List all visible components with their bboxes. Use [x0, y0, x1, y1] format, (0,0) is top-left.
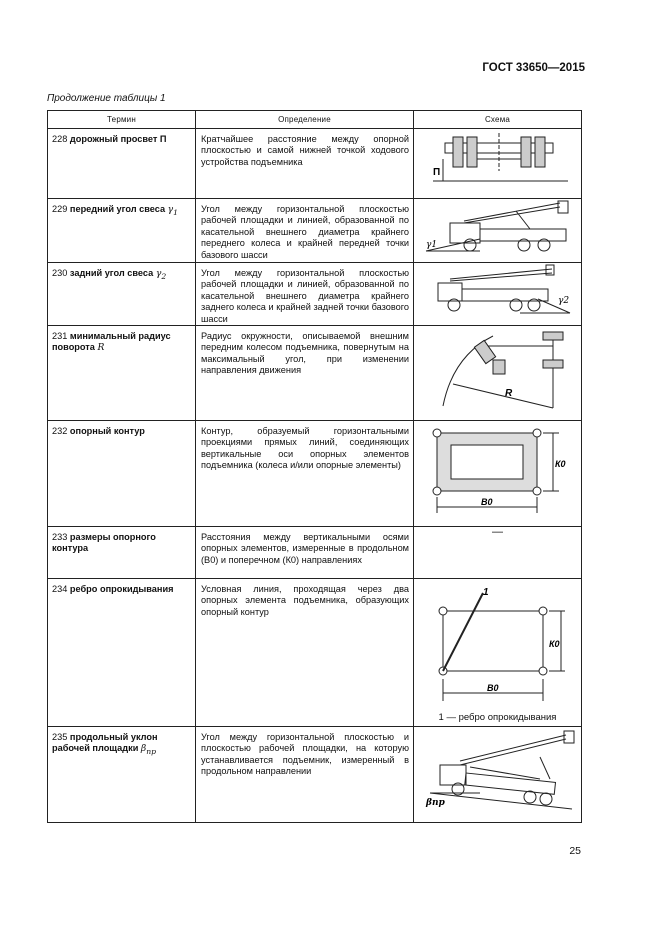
scheme-label: П	[432, 167, 440, 178]
term-cell: 228 дорожный просвет П	[48, 129, 196, 199]
table-row	[48, 579, 582, 727]
scheme-label: βпр	[425, 798, 445, 809]
term-cell: 231 минимальный радиус поворота R	[48, 326, 196, 421]
scheme-label: γ1	[425, 240, 437, 250]
term-cell: 230 задний угол свеса $\gamma_2$	[48, 263, 196, 326]
term-cell: 234 ребро опрокидывания	[48, 579, 196, 727]
page-number: 25	[569, 845, 581, 857]
scheme-caption: 1 — ребро опрокидывания	[438, 711, 557, 723]
definition-cell: Радиус окружности, описываемой внешним передним колесом подъемника, повернутым на максимальный угол, при изменении направления движения	[196, 326, 414, 421]
header-scheme: Схема	[414, 111, 582, 129]
scheme-cell	[414, 199, 582, 263]
definition-cell: Контур, образуемый горизонтальными проекциями прямых линий, соединяющих вертикальные оси опорных элементов подъемника (колеса и/или опорные элементы)	[196, 421, 414, 527]
scheme-label-k0: К0	[548, 639, 560, 650]
definition-cell: Расстояния между вертикальными осями опорных элементов, измеренные в продольном (В0) и поперечном (К0) направлениях	[196, 527, 414, 579]
scheme-label-b0: В0	[486, 683, 499, 694]
table-row	[48, 527, 582, 579]
definition-cell: Кратчайшее расстояние между опорной плоскостью и самой нижней точкой ходового устройства подъемника	[196, 129, 414, 199]
table-header-row	[48, 111, 582, 129]
table-row	[48, 421, 582, 527]
table-row	[48, 727, 582, 823]
rear-overhang-scheme	[420, 263, 576, 319]
definition-cell: Угол между горизонтальной плоскостью рабочей площадки и линией, образованной по касательной внешнего диаметра крайнего заднего колеса и крайней задней точки базового шасси	[196, 263, 414, 326]
table-row	[48, 199, 582, 263]
term-cell: 235 продольный уклон рабочей площадки $\beta_{пр}$	[48, 727, 196, 823]
table-row	[48, 326, 582, 421]
scheme-label-1: 1	[482, 587, 489, 599]
ground-clearance-scheme	[423, 129, 573, 193]
header-term: Термин	[48, 111, 196, 129]
table-row	[48, 129, 582, 199]
scheme-label: R	[504, 388, 512, 400]
term-cell: 229 передний угол свеса $\gamma_1$	[48, 199, 196, 263]
scheme-cell	[414, 579, 582, 727]
scheme-cell	[414, 129, 582, 199]
definition-cell: Угол между горизонтальной плоскостью рабочей площадки и линией, образованной по касательной внешнего диаметра крайнего переднего колеса и крайней передней точки базового шасси	[196, 199, 414, 263]
scheme-label-b0: В0	[480, 497, 493, 508]
header-definition: Определение	[196, 111, 414, 129]
turning-radius-scheme	[423, 326, 573, 414]
support-contour-scheme	[423, 421, 573, 517]
definition-cell: Угол между горизонтальной плоскостью и плоскостью рабочей площадки, на которую устанавливается подъемник, измеренный в продольном направлении	[196, 727, 414, 823]
scheme-cell	[414, 421, 582, 527]
table-caption: Продолжение таблицы 1	[47, 93, 166, 104]
table-row	[48, 263, 582, 326]
definition-cell: Условная линия, проходящая через два опорных элемента подъемника, образующих опорный контур	[196, 579, 414, 727]
front-overhang-scheme	[420, 199, 576, 257]
tipping-edge-scheme	[423, 583, 573, 707]
scheme-cell	[414, 263, 582, 326]
scheme-cell	[414, 727, 582, 823]
scheme-cell: —	[414, 527, 582, 579]
terms-table	[47, 110, 582, 823]
scheme-label: γ2	[557, 296, 569, 306]
document-code: ГОСТ 33650—2015	[482, 62, 585, 74]
term-cell: 232 опорный контур	[48, 421, 196, 527]
longitudinal-slope-scheme	[420, 727, 576, 813]
scheme-cell	[414, 326, 582, 421]
scheme-label-k0: К0	[554, 459, 566, 470]
term-cell: 233 размеры опорного контура	[48, 527, 196, 579]
